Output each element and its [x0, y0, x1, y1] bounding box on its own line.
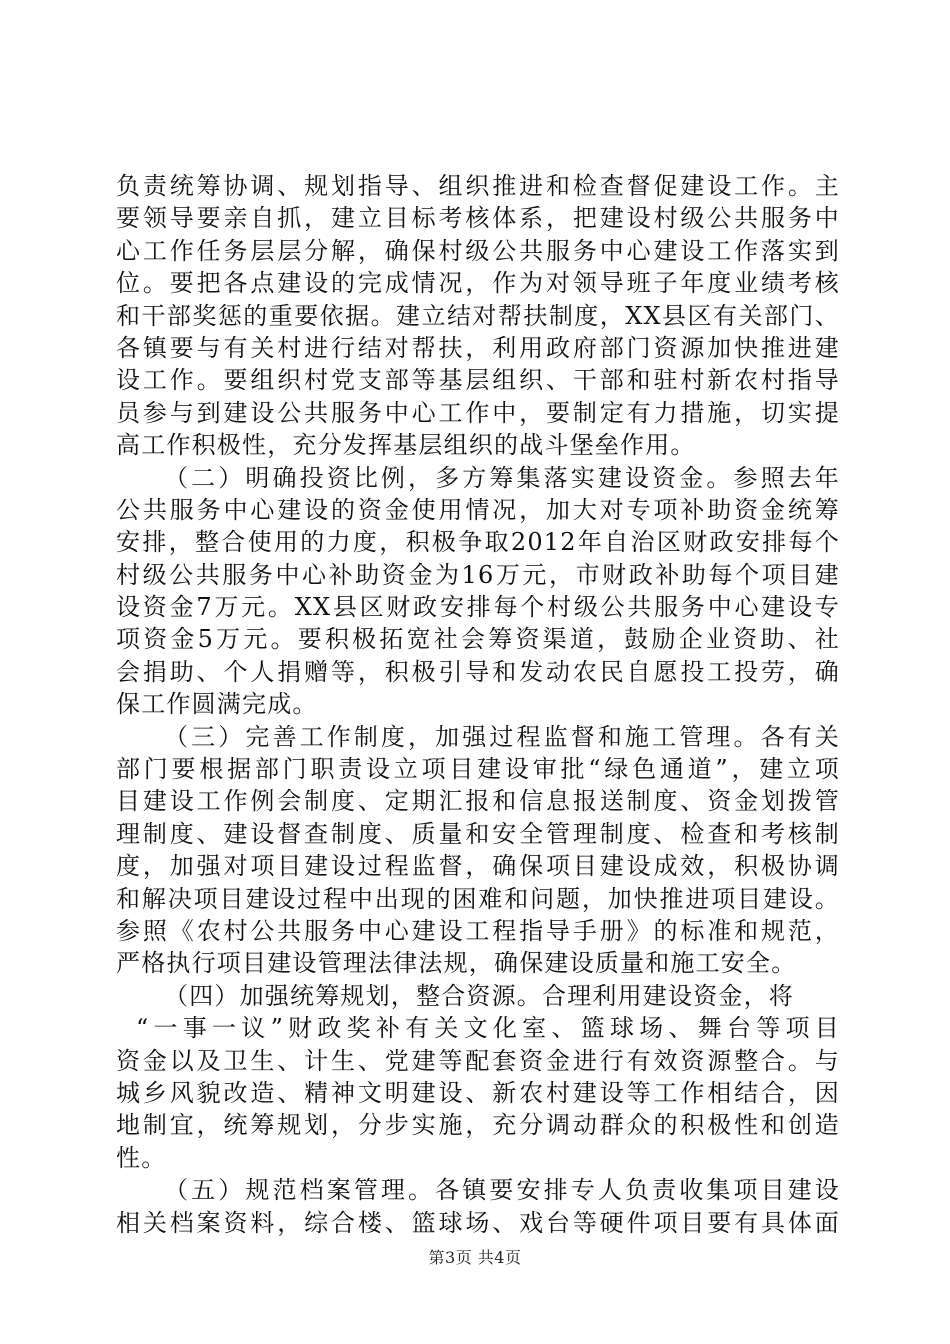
text-line: 部门要根据部门职责设立项目建设审批“绿色通道”，建立项 [116, 755, 840, 784]
paragraph-heading-3: （三）完善工作制度，加强过程监督和施工管理。各有关 [164, 722, 840, 751]
text-line: “一事一议”财政奖补有关文化室、篮球场、舞台等项目 [136, 1014, 840, 1043]
text-line: 性。 [116, 1143, 167, 1172]
text-line: 和解决项目建设过程中出现的困难和问题，加快推进项目建设。 [116, 884, 840, 913]
text-line: 要领导要亲自抓，建立目标考核体系，把建设村级公共服务中 [116, 204, 840, 233]
text-line: 安排，整合使用的力度，积极争取2012年自治区财政安排每个 [116, 528, 840, 557]
text-line: 项资金5万元。要积极拓宽社会筹资渠道，鼓励企业资助、社 [116, 625, 840, 654]
text-line: 参照《农村公共服务中心建设工程指导手册》的标准和规范， [116, 916, 840, 945]
text-line: 村级公共服务中心补助资金为16万元，市财政补助每个项目建 [116, 560, 840, 589]
text-line: 心工作任务层层分解，确保村级公共服务中心建设工作落实到 [116, 236, 840, 265]
text-line: 设资金7万元。XX县区财政安排每个村级公共服务中心建设专 [116, 593, 840, 622]
paragraph-heading-5: （五）规范档案管理。各镇要安排专人负责收集项目建设 [164, 1176, 840, 1205]
text-line: 地制宜，统筹规划，分步实施，充分调动群众的积极性和创造 [116, 1111, 840, 1140]
text-line: 度，加强对项目建设过程监督，确保项目建设成效，积极协调 [116, 852, 840, 881]
text-line: 城乡风貌改造、精神文明建设、新农村建设等工作相结合，因 [116, 1078, 840, 1107]
page-number-footer: 第3页 共4页 [428, 1248, 522, 1267]
text-line: 理制度、建设督查制度、质量和安全管理制度、检查和考核制 [116, 819, 840, 848]
paragraph-heading-4: （四）加强统筹规划，整合资源。合理利用建设资金，将 [164, 981, 794, 1010]
text-line: 位。要把各点建设的完成情况，作为对领导班子年度业绩考核 [116, 269, 840, 298]
text-line: 公共服务中心建设的资金使用情况，加大对专项补助资金统筹 [116, 495, 840, 524]
paragraph-heading-2: （二）明确投资比例，多方筹集落实建设资金。参照去年 [164, 463, 840, 492]
document-body [116, 170, 840, 1239]
text-line: 负责统筹协调、规划指导、组织推进和检查督促建设工作。主 [116, 172, 840, 200]
text-line: 设工作。要组织村党支部等基层组织、干部和驻村新农村指导 [116, 366, 840, 395]
text-line: 员参与到建设公共服务中心工作中，要制定有力措施，切实提 [116, 398, 840, 427]
text-line: 资金以及卫生、计生、党建等配套资金进行有效资源整合。与 [116, 1046, 840, 1075]
text-line: 保工作圆满完成。 [116, 690, 318, 719]
text-line: 相关档案资料，综合楼、篮球场、戏台等硬件项目要有具体面 [116, 1208, 840, 1237]
text-line: 各镇要与有关村进行结对帮扶，利用政府部门资源加快推进建 [116, 333, 840, 362]
text-line: 目建设工作例会制度、定期汇报和信息报送制度、资金划拨管 [116, 787, 840, 816]
text-line: 会捐助、个人捐赠等，积极引导和发动农民自愿投工投劳，确 [116, 657, 840, 686]
text-line: 严格执行项目建设管理法律法规，确保建设质量和施工安全。 [116, 949, 797, 978]
text-line: 和干部奖惩的重要依据。建立结对帮扶制度，XX县区有关部门、 [116, 301, 840, 330]
text-line: 高工作积极性，充分发挥基层组织的战斗堡垒作用。 [116, 431, 696, 460]
